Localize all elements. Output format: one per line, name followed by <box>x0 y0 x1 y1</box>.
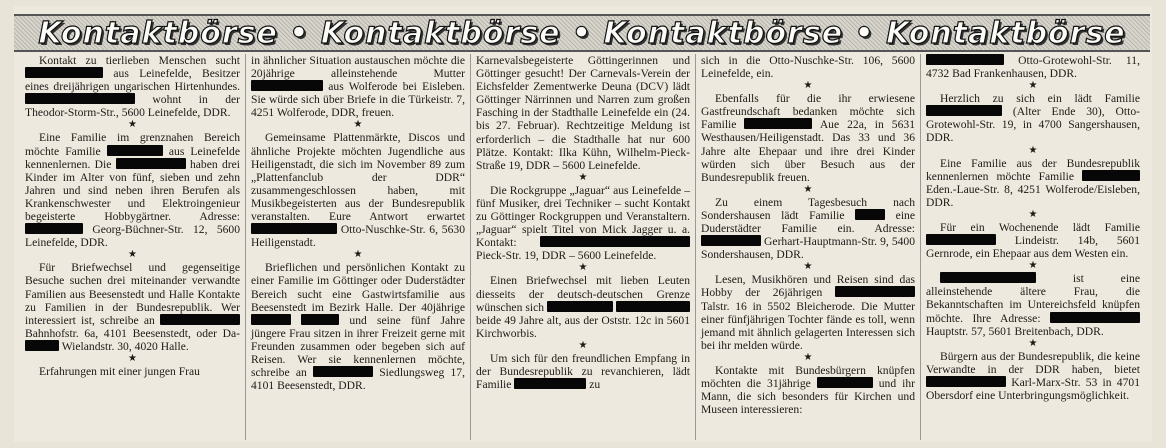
classified-ad <box>926 92 1140 144</box>
classified-ad <box>701 273 915 352</box>
classified-ad <box>251 131 465 249</box>
ad-text: Kontakt zu tierlieben Menschen sucht <box>39 54 240 67</box>
redacted-name-bar <box>926 54 1004 65</box>
redacted-name-bar <box>251 314 291 325</box>
ad-text: Karl-Marx-Str. 53 in 4701 Obersdorf eine Unterbringungsmöglichkeit. <box>926 375 1140 402</box>
classified-ad <box>25 261 240 353</box>
separator-star-icon: ★ <box>1028 144 1038 156</box>
separator-star-icon: ★ <box>578 339 588 351</box>
redacted-name-bar <box>301 314 339 325</box>
ad-text: Zu einem Tagesbesuch nach Sondershausen lädt Familie <box>701 195 915 222</box>
classified-ad <box>25 131 240 249</box>
redacted-name-bar <box>540 236 690 247</box>
redacted-name-bar <box>744 118 812 129</box>
classified-ad <box>476 54 690 172</box>
redacted-name-bar <box>25 67 103 78</box>
redacted-name-bar <box>701 235 761 246</box>
classified-ad <box>251 54 465 119</box>
ad-text: zu <box>589 378 601 392</box>
classified-ad <box>476 184 690 263</box>
ad-text: und ihr Mann, die sich besonders für Kirchen und Museen interessieren: <box>701 376 915 417</box>
ad-text: in ähnlicher Situation austauschen möchte die 20jährige alleinstehende Mutter <box>251 54 465 81</box>
ad-text: Bahnhofstr. 6a, 4101 Beesenstedt, oder Da- <box>25 326 240 340</box>
ad-text: Otto-Nuschke-Str. 6, 5630 Heiligenstadt. <box>251 223 465 250</box>
ad-text: Siedlungsweg 17, 4101 Beesenstedt, DDR. <box>251 366 465 393</box>
ad-text: Um sich für den freundlichen Empfang in der Bundesrepublik zu revanchieren, lädt Familie <box>476 351 690 392</box>
redacted-name-bar <box>107 145 163 156</box>
ad-text: Pieck-Str. 19, DDR – 5600 Leinefelde. <box>476 249 657 263</box>
redacted-name-bar <box>251 223 337 234</box>
ad-text: aus Wolferode bei Eisleben. Sie würde sich über Briefe in die Türkeistr. 7, 4251 Wolferode, DDR, freuen. <box>251 80 465 120</box>
classified-ad <box>476 274 690 339</box>
classified-ad <box>926 272 1140 337</box>
ad-text: Wielandstr. 30, 4020 Halle. <box>61 339 189 353</box>
ad-text: Hauptstr. 57, 5601 Breitenbach, DDR. <box>926 324 1104 338</box>
redacted-name-bar <box>926 105 1002 116</box>
separator-star-icon: ★ <box>128 352 137 364</box>
ad-text: Herzlich zu sich ein lädt Familie <box>940 92 1140 106</box>
ad-text: beide 49 Jahre alt, aus der Oststr. 12c in 5601 Kirchworbis. <box>476 313 690 340</box>
ad-text: Bürgern aus der Bundesrepublik, die keine Verwandte in der DDR haben, bietet <box>926 349 1140 376</box>
section-masthead <box>14 14 1150 52</box>
ad-text: Brieflichen und persönlichen Kontakt zu einer Familie im Göttinger oder Duderstädter Bereich sucht eine Gastwirtsfamilie aus Beesenstedt im Bezirk Halle. Der 40jährige <box>251 261 465 314</box>
redacted-name-bar <box>817 377 873 388</box>
redacted-name-bar <box>313 366 373 377</box>
ad-text: aus Leinefelde, Besitzer eines dreijährigen ungarischen Hirtenhundes. <box>25 67 240 94</box>
classified-ad <box>701 54 915 80</box>
ad-text: Ebenfalls für die ihr erwiesene Gastfreundschaft bedanken möchte sich Familie <box>701 92 915 132</box>
ad-text: sich in die Otto-Nuschke-Str. 106, 5600 Leinefelde, ein. <box>701 54 915 81</box>
redacted-name-bar <box>514 378 586 389</box>
column-2 <box>245 54 470 440</box>
redacted-name-bar <box>25 223 83 234</box>
redacted-name-bar <box>251 80 323 91</box>
redacted-name-bar <box>116 158 186 169</box>
redacted-name-bar <box>926 234 996 245</box>
classified-ad <box>701 196 915 261</box>
separator-star-icon: ★ <box>1028 260 1038 272</box>
ad-text: Lesen, Musikhören und Reisen sind das Hobby der 26jährigen <box>701 273 915 300</box>
classified-ad <box>926 350 1140 402</box>
redacted-name-bar <box>940 272 1036 283</box>
classified-columns <box>20 54 1148 440</box>
ad-text: und seine fünf Jahre jüngere Frau sitzen in ihrer Freizeit gerne mit Freunden zusammen oder begeben sich auf Reisen. Wer sie kennenlernen möchte, schreibe an <box>251 313 465 380</box>
redacted-name-bar <box>1082 170 1140 181</box>
ad-text: Karnevalsbegeisterte Göttingerinnen und Göttinger gesucht! Der Carnevals-Verein der Eichsfelder Zementwerke Deuna (DCV) lädt Göttinger Närrinnen und Narren zum großen Fasching in der Stadthalle Leinefelde ein (24. bis 27. Februar). Rechtzeitige Meldung ist erforderlich – die Stadthalle hat nur 600 Plätze. Kontakt: Ilka Kühn, Wilhelm-Pieck-Straße 19, DDR – 5600 Leinefelde. <box>476 54 690 172</box>
separator-star-icon: ★ <box>353 119 363 131</box>
separator-star-icon: ★ <box>803 261 813 273</box>
ad-text: Kontakte mit Bundesbürgern knüpfen möchten die 31jährige <box>701 363 915 390</box>
ad-text: Eine Familie im grenznahen Bereich möchte Familie <box>25 131 240 158</box>
redacted-name-bar <box>835 286 915 297</box>
ad-text: Aue 22a, in 5631 Westhausen/Heiligenstadt. Das 33 und 36 Jahre alte Ehepaar und ihre drei Kinder würden sich über Besuch aus der Bundesrepublik freuen. <box>701 118 915 184</box>
redacted-name-bar <box>547 301 613 312</box>
classified-ad <box>25 365 240 378</box>
column-5 <box>920 54 1145 440</box>
separator-star-icon: ★ <box>128 249 137 261</box>
separator-star-icon: ★ <box>803 80 813 92</box>
separator-star-icon: ★ <box>128 119 137 131</box>
redacted-name-bar <box>25 93 135 104</box>
classified-ad <box>701 92 915 184</box>
ad-text: Lindeistr. 14b, 5601 Gernrode, ein Ehepaar aus dem Westen ein. <box>926 234 1141 261</box>
separator-star-icon: ★ <box>353 249 363 261</box>
ad-text: Gemeinsame Plattenmärkte, Discos und ähnliche Projekte möchten Jugendliche aus Heiligenstadt, die sich im November 89 zum „Plattenfanclub der DDR“ zusammengeschlossen haben, mit Musikbegeisterten aus der Bundesrepublik veranstalten. Eure Antwort erwartet <box>251 131 465 224</box>
classified-ad <box>926 54 1140 80</box>
redacted-name-bar <box>25 340 59 351</box>
classified-ad <box>476 352 690 391</box>
column-3 <box>470 54 695 440</box>
separator-star-icon: ★ <box>1028 80 1038 92</box>
ad-text: eine Duderstädter Familie ein. Adresse: <box>701 208 915 236</box>
section-heading: Kontaktbörse • Kontaktbörse • Kontaktbörse • Kontaktbörse <box>38 15 1126 51</box>
redacted-name-bar <box>160 314 240 325</box>
classified-ad <box>926 221 1140 260</box>
separator-star-icon: ★ <box>803 351 813 363</box>
ad-text: Die Rockgruppe „Jaguar“ aus Leinefelde – fünf Musiker, drei Techniker – sucht Kontakt zu Göttinger Rockgruppen und Veranstaltern. „Jaguar“ spielt Titel von Mick Jagger u. a. Kontakt: <box>476 183 690 250</box>
ad-text: Eine Familie aus der Bundesrepublik kennenlernen möchte Familie <box>926 156 1140 183</box>
classified-ad <box>25 54 240 119</box>
ad-text: (Alter Ende 30), Otto-Grotewohl-Str. 19, in 4700 Sangershausen, DDR. <box>926 105 1140 145</box>
ad-text: Gerhart-Hauptmann-Str. 9, 5400 Sondershausen, DDR. <box>701 235 916 262</box>
column-4 <box>695 54 920 440</box>
classified-ad <box>251 261 465 392</box>
classified-ad <box>926 157 1140 209</box>
ad-text: Georg-Büchner-Str. 12, 5600 Leinefelde, DDR. <box>25 223 241 250</box>
ad-text: ist eine alleinstehende ältere Frau, die Bekanntschaften im Untereichsfeld knüpfen möchte. Ihre Adresse: <box>926 272 1140 325</box>
ad-text: Für ein Wochenende lädt Familie <box>940 220 1140 234</box>
redacted-name-bar <box>855 209 885 220</box>
redacted-name-bar <box>926 376 1006 387</box>
ad-text: aus Leinefelde kennenlernen. Die <box>25 144 240 171</box>
separator-star-icon: ★ <box>1028 337 1038 349</box>
redacted-name-bar <box>616 301 690 312</box>
ad-text: Einen Briefwechsel mit lieben Leuten diesseits der deutsch-deutschen Grenze wünschen sich <box>476 274 690 314</box>
ad-text: Erfahrungen mit einer jungen Frau <box>39 364 200 378</box>
column-1 <box>20 54 245 440</box>
ad-text: Für Briefwechsel und gegenseitige Besuche suchen drei miteinander verwandte Familien aus Beesenstedt und Halle Kontakte zu Familien in der Bundesrepublik. Wer interessiert ist, schreibe an <box>25 261 240 327</box>
newspaper-clipping <box>14 6 1152 442</box>
classified-ad <box>701 364 915 416</box>
separator-star-icon: ★ <box>1028 208 1038 220</box>
separator-star-icon: ★ <box>803 183 813 195</box>
separator-star-icon: ★ <box>578 262 588 274</box>
ad-text: haben drei Kinder im Alter von fünf, sieben und zehn Jahren und sind neben ihren Berufen als Krankenschwester und Elektroingenieur begeisterte Hobbygärtner. Adresse: <box>25 157 240 224</box>
separator-star-icon: ★ <box>578 171 588 183</box>
ad-text: Eden.-Laue-Str. 8, 4251 Wolferode/Eisleben, DDR. <box>926 182 1140 209</box>
ad-text: Otto-Grotewohl-Str. 11, 4732 Bad Frankenhausen, DDR. <box>926 54 1140 81</box>
redacted-name-bar <box>1050 312 1140 323</box>
ad-text: Talstr. 16 in 5502 Bleicherode. Die Mutter einer fünfjährigen Tochter fände es toll, wenn jemand mit ähnlich gelagerten Interessen sich bei ihr melden würde. <box>701 299 915 352</box>
ad-text: wohnt in der Theodor-Storm-Str., 5600 Leinefelde, DDR. <box>25 93 240 120</box>
